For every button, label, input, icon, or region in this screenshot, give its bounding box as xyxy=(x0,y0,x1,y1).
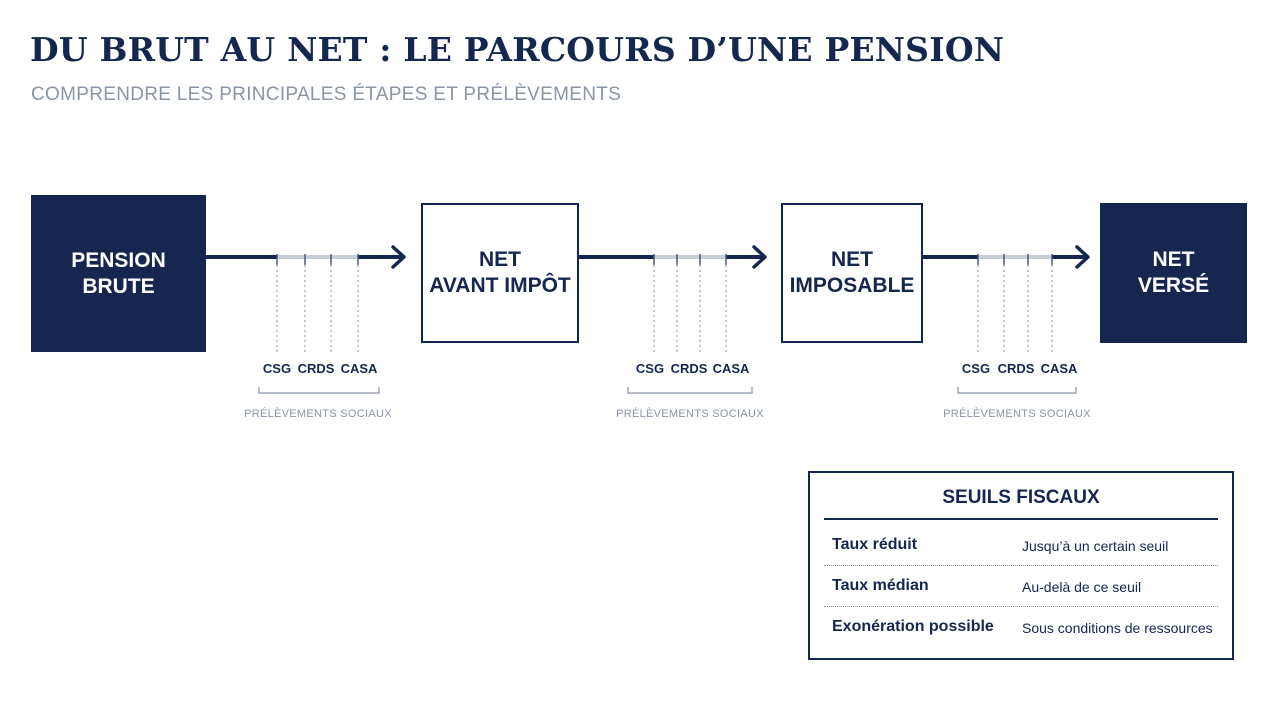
group-bracket xyxy=(259,387,379,393)
deduction-group-label: PRÉLÈVEMENTS SOCIAUX xyxy=(244,408,392,420)
threshold-row xyxy=(824,524,1218,566)
threshold-description: Jusqu’à un certain seuil xyxy=(1022,538,1169,554)
threshold-row xyxy=(824,606,1218,647)
threshold-description: Sous conditions de ressources xyxy=(1022,620,1213,636)
deduction-csg: CSG xyxy=(961,361,991,376)
group-bracket xyxy=(958,387,1076,393)
deduction-group-label: PRÉLÈVEMENTS SOCIAUX xyxy=(943,408,1091,420)
step-pension-brute: PENSION BRUTE xyxy=(31,195,206,352)
deduction-csg: CSG xyxy=(635,361,665,376)
threshold-label: Taux médian xyxy=(832,577,929,594)
thresholds-divider xyxy=(824,518,1218,520)
page-title: DU BRUT AU NET : LE PARCOURS D’UNE PENSION xyxy=(30,30,1005,69)
deduction-casa: CASA xyxy=(1040,361,1078,376)
thresholds-panel xyxy=(808,471,1234,660)
deduction-crds: CRDS xyxy=(297,361,335,376)
threshold-label: Taux réduit xyxy=(832,536,918,553)
page-subtitle: COMPRENDRE LES PRINCIPALES ÉTAPES ET PRÉLÈVEMENTS xyxy=(31,84,622,105)
step-net-verse: NET VERSÉ xyxy=(1100,203,1247,343)
group-bracket xyxy=(628,387,752,393)
threshold-label: Exonération possible xyxy=(832,618,994,635)
step-net-imposable: NET IMPOSABLE xyxy=(781,203,923,343)
threshold-row xyxy=(824,565,1218,607)
deduction-crds: CRDS xyxy=(670,361,708,376)
deduction-crds: CRDS xyxy=(997,361,1035,376)
threshold-description: Au-delà de ce seuil xyxy=(1022,579,1142,595)
thresholds-title: SEUILS FISCAUX xyxy=(942,487,1100,508)
deduction-casa: CASA xyxy=(340,361,378,376)
deduction-csg: CSG xyxy=(262,361,292,376)
step-net-avant-impot: NET AVANT IMPÔT xyxy=(421,203,579,343)
deduction-casa: CASA xyxy=(712,361,750,376)
deduction-group-label: PRÉLÈVEMENTS SOCIAUX xyxy=(616,408,764,420)
